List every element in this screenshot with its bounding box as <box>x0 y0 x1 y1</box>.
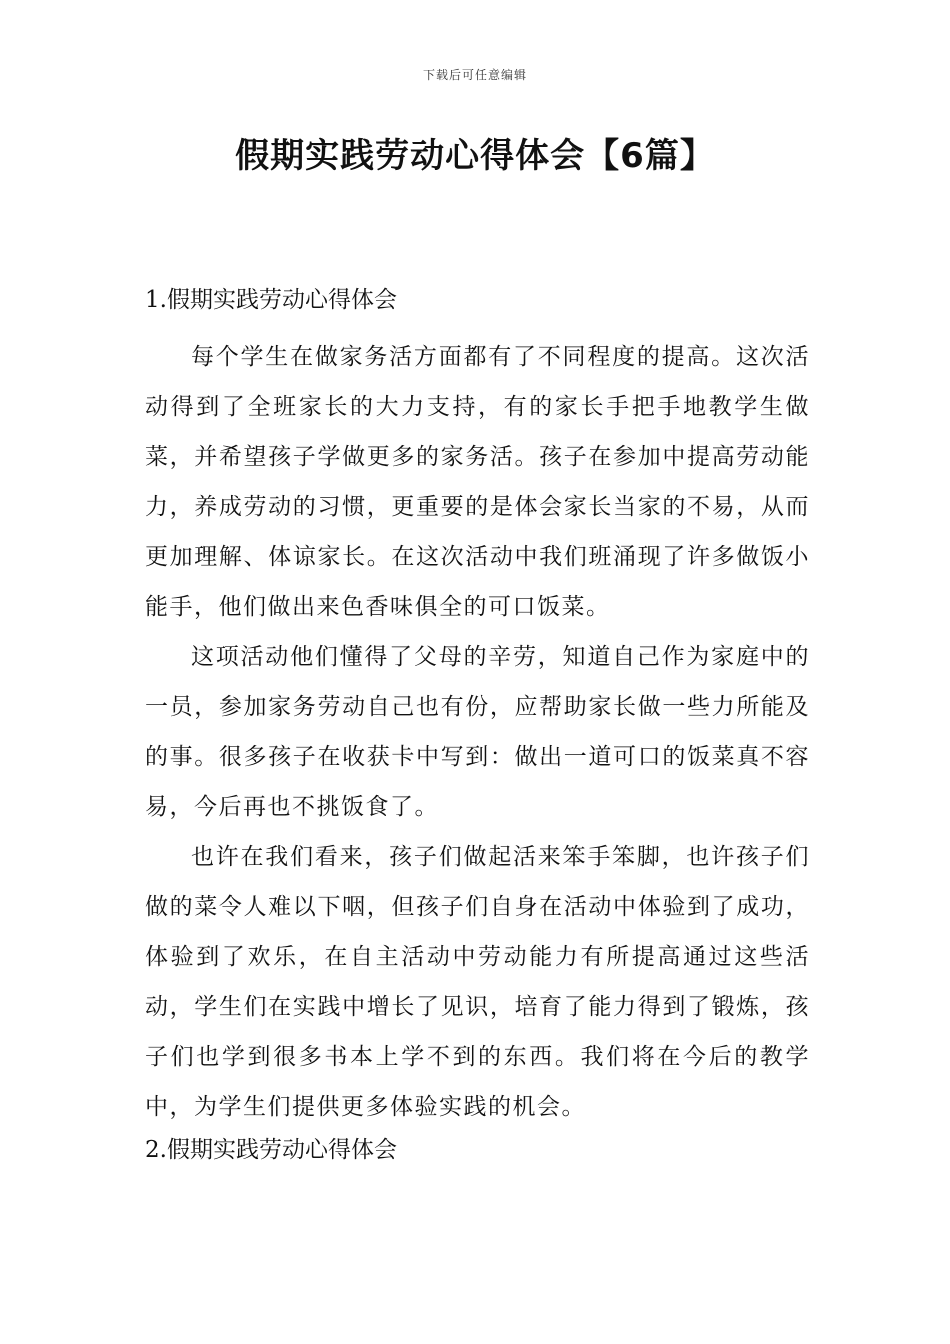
paragraph-3: 也许在我们看来，孩子们做起活来笨手笨脚，也许孩子们做的菜令人难以下咽，但孩子们自身在活动中体验到了成功，体验到了欢乐，在自主活动中劳动能力有所提高通过这些活动，学生们在实践中增长了见识，培育了能力得到了锻炼，孩子们也学到很多书本上学不到的东西。我们将在今后的教学中，为学生们提供更多体验实践的机会。 <box>145 844 810 1120</box>
header-note: 下载后可任意编辑 <box>422 68 527 82</box>
document-title: 假期实践劳动心得体会【6篇】 <box>235 136 715 176</box>
document-body <box>145 282 810 1182</box>
paragraph-1: 每个学生在做家务活方面都有了不同程度的提高。这次活动得到了全班家长的大力支持，有的家长手把手地教学生做菜，并希望孩子学做更多的家务活。孩子在参加中提高劳动能力，养成劳动的习惯，更重要的是体会家长当家的不易，从而更加理解、体谅家长。在这次活动中我们班涌现了许多做饭小能手，他们做出来色香味俱全的可口饭菜。 <box>145 344 810 620</box>
section-heading-2: 2.假期实践劳动心得体会 <box>145 1137 397 1163</box>
paragraph-2: 这项活动他们懂得了父母的辛劳，知道自己作为家庭中的一员，参加家务劳动自己也有份，应帮助家长做一些力所能及的事。很多孩子在收获卡中写到：做出一道可口的饭菜真不容易，今后再也不挑饭食了。 <box>145 644 810 820</box>
section-heading-1: 1.假期实践劳动心得体会 <box>145 287 397 313</box>
